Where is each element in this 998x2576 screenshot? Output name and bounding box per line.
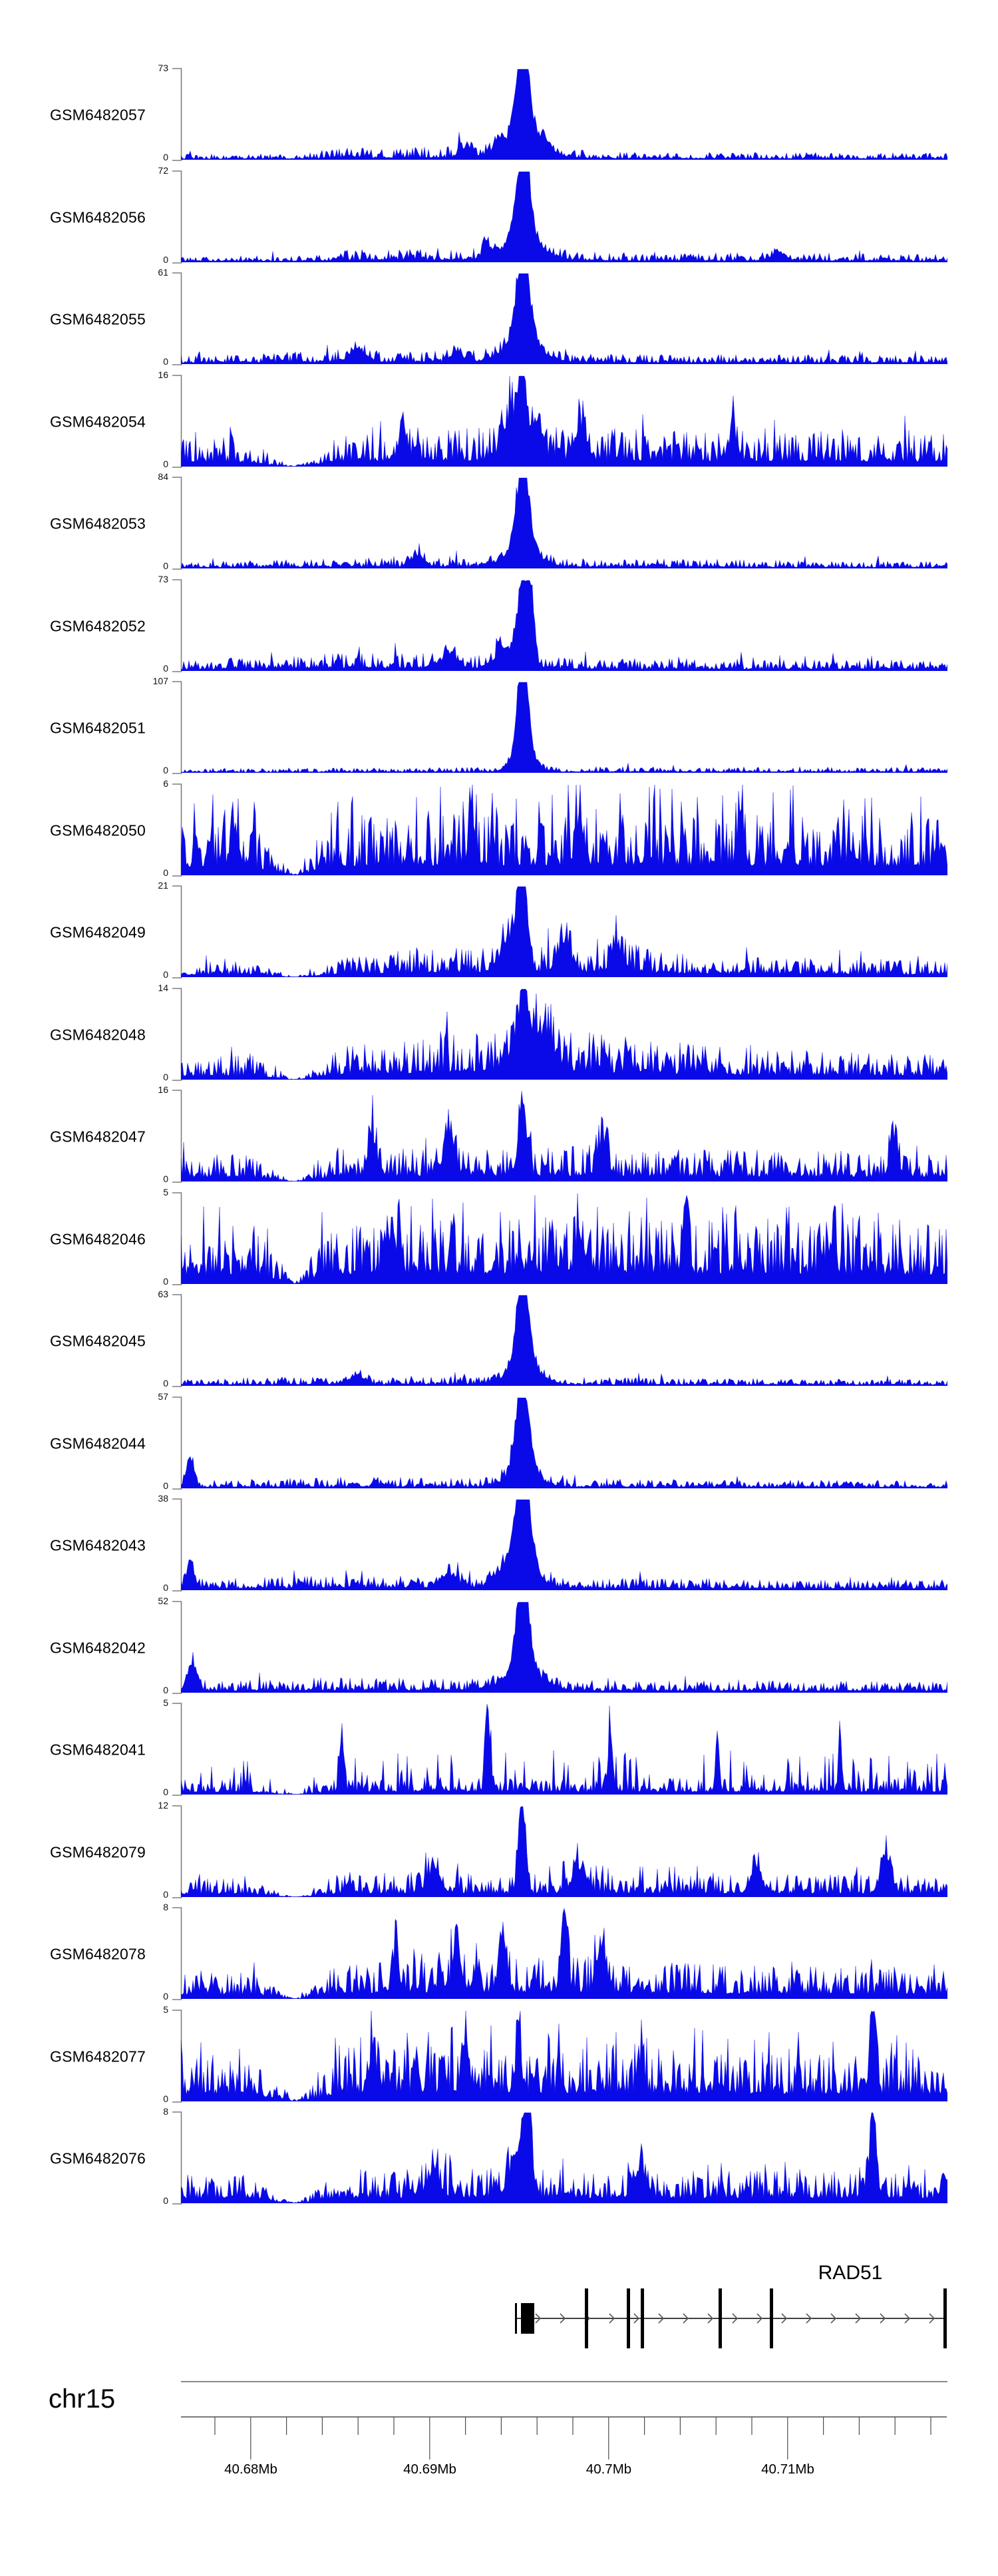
coverage-histogram [181,2010,947,2101]
track-label: GSM6482076 [50,2149,146,2167]
y-axis-zero-label: 0 [163,254,168,265]
y-axis-max-label: 12 [158,1799,168,1811]
gene-exon [585,2288,588,2348]
track-row [0,1186,998,1289]
y-axis-zero-label: 0 [163,1582,168,1593]
track-label: GSM6482052 [50,617,146,634]
coverage-histogram [181,1805,947,1897]
track-row [0,471,998,574]
y-axis-zero-label: 0 [163,1787,168,1797]
coverage-histogram [181,885,947,977]
gene-name-label: RAD51 [818,2262,883,2284]
y-axis-zero-label: 0 [163,1684,168,1695]
gene-exon [719,2288,722,2348]
y-axis-max-label: 21 [158,880,168,891]
track-row [0,369,998,472]
track-row [0,573,998,676]
y-axis-zero-label: 0 [163,969,168,980]
track-label: GSM6482048 [50,1026,146,1043]
track-row [0,880,998,982]
y-axis-zero-label: 0 [163,2093,168,2104]
gene-exon [641,2288,644,2348]
track-label: GSM6482041 [50,1741,146,1759]
y-axis-max-label: 72 [158,164,168,176]
track-row [0,1595,998,1698]
axis-tick-label: 40.7Mb [585,2462,632,2477]
track-label: GSM6482079 [50,1843,146,1860]
coverage-histogram [181,272,947,364]
y-axis-zero-label: 0 [163,1480,168,1491]
coverage-histogram [181,681,947,773]
coverage-histogram [181,170,947,262]
coverage-histogram [181,68,947,160]
axis-tick-label: 40.68Mb [224,2462,277,2477]
track-label: GSM6482042 [50,1639,146,1656]
y-axis-max-label: 16 [158,1084,168,1095]
track-row [0,1493,998,1596]
track-row [0,2106,998,2209]
y-axis-zero-label: 0 [163,152,168,162]
coverage-histogram [181,1703,947,1795]
y-axis-zero-label: 0 [163,1991,168,2002]
y-axis-max-label: 84 [158,471,168,482]
axis-tick-label: 40.69Mb [403,2462,456,2477]
track-row [0,2004,998,2107]
track-label: GSM6482044 [50,1434,146,1452]
track-row [0,1391,998,1494]
track-label: GSM6482047 [50,1128,146,1146]
y-axis-max-label: 5 [163,1697,168,1708]
track-label: GSM6482057 [50,106,146,124]
y-axis-max-label: 63 [158,1289,168,1299]
coverage-histogram [181,988,947,1080]
y-axis-max-label: 38 [158,1493,168,1504]
y-axis-max-label: 5 [163,1186,168,1197]
y-axis-zero-label: 0 [163,560,168,571]
track-label: GSM6482054 [50,413,146,430]
coverage-histogram [181,1907,947,1999]
genome-axis-ruler [181,2410,947,2479]
coverage-histogram [181,1294,947,1386]
axis-tick-label: 40.71Mb [761,2462,814,2477]
y-axis-max-label: 8 [163,2106,168,2117]
coverage-histogram [181,1192,947,1284]
gene-exon [515,2303,517,2334]
y-axis-zero-label: 0 [163,1888,168,1900]
track-row [0,1084,998,1187]
y-axis-zero-label: 0 [163,356,168,367]
coverage-histogram [181,2111,947,2203]
track-label: GSM6482049 [50,923,146,941]
track-label: GSM6482053 [50,515,146,533]
coverage-histogram [181,783,947,875]
chromosome-label: chr15 [49,2384,116,2414]
track-label: GSM6482043 [50,1536,146,1554]
y-axis-zero-label: 0 [163,1378,168,1389]
y-axis-max-label: 8 [163,1902,168,1912]
y-axis-max-label: 16 [158,369,168,380]
track-label: GSM6482077 [50,2047,146,2065]
coverage-histogram [181,1090,947,1181]
gene-exon [770,2288,773,2348]
y-axis-max-label: 6 [163,777,168,789]
track-row [0,1697,998,1800]
y-axis-zero-label: 0 [163,867,168,878]
axis-separator-line [181,2381,947,2382]
y-axis-max-label: 107 [152,676,168,686]
coverage-histogram [181,1498,947,1590]
track-label: GSM6482078 [50,1945,146,1963]
coverage-histogram [181,1396,947,1488]
gene-exon [943,2288,947,2348]
gene-exon [521,2303,534,2334]
y-axis-zero-label: 0 [163,458,168,469]
y-axis-zero-label: 0 [163,1275,168,1287]
y-axis-max-label: 73 [158,573,168,584]
gene-model-track [181,2283,947,2354]
track-row [0,1291,998,1391]
track-row [0,1904,998,2004]
y-axis-max-label: 14 [158,982,168,993]
y-axis-max-label: 52 [158,1595,168,1606]
track-label: GSM6482045 [50,1332,146,1350]
track-row [0,678,998,778]
coverage-histogram [181,477,947,568]
track-label: GSM6482055 [50,310,146,328]
coverage-histogram [181,375,947,467]
y-axis-max-label: 5 [163,2004,168,2015]
track-row [0,982,998,1085]
y-axis-max-label: 57 [158,1391,168,1402]
y-axis-max-label: 73 [158,63,168,73]
track-label: GSM6482051 [50,719,146,737]
gene-exon [627,2288,630,2348]
y-axis-max-label: 61 [158,267,168,278]
coverage-histogram [181,1601,947,1693]
y-axis-zero-label: 0 [163,662,168,674]
track-row [0,65,998,165]
track-row [0,1799,998,1902]
track-row [0,164,998,268]
y-axis-zero-label: 0 [163,765,168,775]
coverage-histogram [181,579,947,671]
track-row [0,267,998,369]
track-row [0,777,998,881]
y-axis-zero-label: 0 [163,1174,168,1184]
track-label: GSM6482046 [50,1230,146,1247]
track-label: GSM6482056 [50,208,146,226]
y-axis-zero-label: 0 [163,1071,168,1082]
track-label: GSM6482050 [50,821,146,839]
y-axis-zero-label: 0 [163,2195,168,2206]
